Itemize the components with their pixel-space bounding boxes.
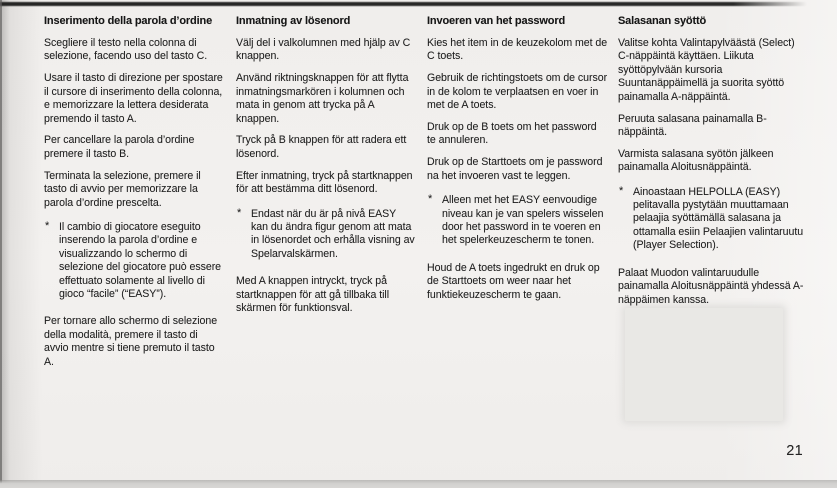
paragraph: Per cancellare la parola d’ordine premere il tasto B. xyxy=(44,134,195,160)
column-heading-dutch: Invoeren van het password xyxy=(427,15,566,27)
asterisk-marker: * xyxy=(428,193,433,206)
column-swedish xyxy=(236,14,415,324)
paragraph: Druk op de B toets om het password te annuleren. xyxy=(427,121,597,147)
paragraph: Gebruik de richtingstoets om de cursor in de kolom te verplaatsen en voer in met de A toets. xyxy=(427,72,608,112)
paragraph: Terminata la selezione, premere il tasto di avvio per memorizzare la parola d’ordine prescelta. xyxy=(44,169,201,209)
paragraph: Per tornare allo schermo di selezione della modalità, premere il tasto di avvio mentre si tiene premuto il tasto A. xyxy=(44,315,218,368)
column-body-finnish xyxy=(618,37,804,307)
footnote xyxy=(236,208,415,262)
paragraph: Peruuta salasana painamalla B-näppäintä. xyxy=(618,112,767,138)
paragraph: Druk op de Starttoets om je password na het invoeren vast te leggen. xyxy=(427,156,603,182)
footnote-text: Alleen met het EASY eenvoudige niveau kan je van spelers wisselen door het password in te voeren en het spelerkeuzescherm te tonen. xyxy=(442,194,604,247)
column-body-italian xyxy=(44,37,224,369)
column-finnish xyxy=(618,14,804,315)
scan-edge-bottom xyxy=(0,480,837,488)
column-dutch xyxy=(427,14,608,311)
footnote xyxy=(427,194,608,248)
paragraph: Med A knappen intryckt, tryck på startknappen för att gå tillbaka till skärmen för funktionsval. xyxy=(236,275,390,314)
asterisk-marker: * xyxy=(619,184,624,197)
asterisk-marker: * xyxy=(45,219,50,232)
paragraph: Valitse kohta Valintapylväästä (Select) C-näppäintä käyttäen. Liikuta syöttöpylvään kursoria Suuntanäppäimellä ja suorita syöttö painamalla A-näppäintä. xyxy=(618,37,795,103)
paragraph: Varmista salasana syötön jälkeen painamalla Aloitusnäppäintä. xyxy=(618,147,774,174)
paragraph: Houd de A toets ingedrukt en druk op de Starttoets om weer naar het funktiekeuzescherm te gaan. xyxy=(427,261,600,301)
column-heading-swedish: Inmatning av lösenord xyxy=(236,15,351,27)
paragraph: Använd riktningsknappen för att flytta inmatningsmarkören i kolumnen och mata in genom att trycka på A knappen. xyxy=(236,72,409,125)
page-number: 21 xyxy=(786,443,803,459)
footnote-text: Endast när du är på nivå EASY kan du ändra figur genom att mata in lösenordet och erhålla visning av Spelarvalskärmen. xyxy=(251,207,415,260)
paragraph: Usare il tasto di direzione per spostare il cursore di inserimento della colonna, e memorizzare la lettera desiderata premendo il tasto A. xyxy=(44,72,223,125)
column-heading-italian: Inserimento della parola d’ordine xyxy=(44,15,213,27)
column-body-swedish xyxy=(236,37,415,315)
scan-artifact-box xyxy=(625,308,783,421)
footnote-text: Il cambio di giocatore eseguito inserendo la parola d’ordine e visualizzando lo schermo di selezione del giocatore può essere effettuato solamente al livello di gioco “facile” (“EASY”). xyxy=(59,220,222,300)
paragraph: Kies het item in de keuzekolom met de C toets. xyxy=(427,37,608,63)
column-body-dutch xyxy=(427,37,608,302)
scan-edge-top xyxy=(0,2,815,6)
footnote xyxy=(44,221,224,301)
scan-edge-left xyxy=(0,0,2,488)
column-heading-finnish: Salasanan syöttö xyxy=(618,15,707,27)
paragraph: Efter inmatning, tryck på startknappen för att bestämma ditt lösenord. xyxy=(236,169,413,196)
column-italian xyxy=(44,14,224,378)
footnote-text: Ainoastaan HELPOLLA (EASY) pelitavalla pystytään muuttamaan pelaajia syöttämällä salasana ja ottamalla esiin Pelaajien valintaruutu (Player Selection). xyxy=(633,185,804,252)
footnote xyxy=(618,186,804,253)
paragraph: Scegliere il testo nella colonna di selezione, facendo uso del tasto C. xyxy=(44,37,208,63)
paragraph: Palaat Muodon valintaruudulle painamalla Aloitusnäppäintä yhdessä A-näppäimen kanssa. xyxy=(618,266,804,306)
asterisk-marker: * xyxy=(237,206,242,219)
paragraph: Välj del i valkolumnen med hjälp av C knappen. xyxy=(236,37,411,63)
paragraph: Tryck på B knappen för att radera ett lösenord. xyxy=(236,134,407,160)
